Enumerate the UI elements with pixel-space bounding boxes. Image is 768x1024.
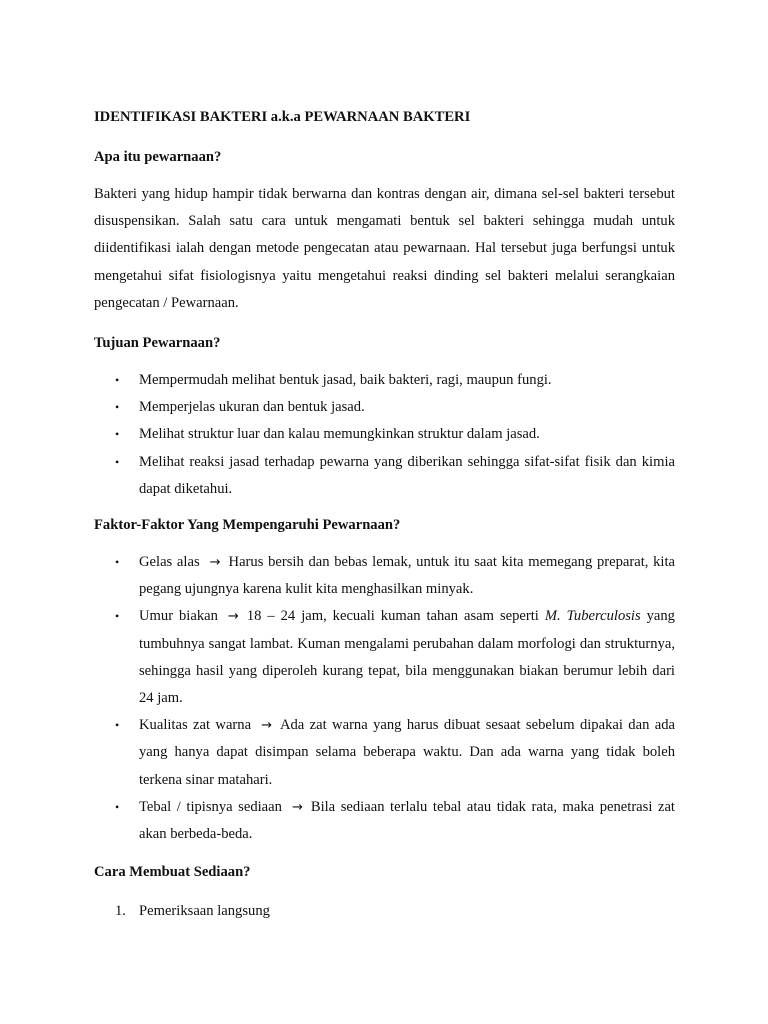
section-heading-cara-membuat-sediaan: Cara Membuat Sediaan? <box>94 864 251 881</box>
factor-description: Bila sediaan terlalu tebal atau tidak rata, maka penetrasi zat akan berbeda-beda. <box>139 798 675 843</box>
species-name: M. Tuberculosis <box>544 608 641 625</box>
list-item-text: Melihat reaksi jasad terhadap pewarna yang diberikan sehingga sifat-sifat fisik dan kimia dapat diketahui. <box>139 453 675 497</box>
bullet-icon: • <box>115 555 120 570</box>
list-item <box>94 394 675 421</box>
factor-description: Ada zat warna yang harus dibuat sesaat sebelum dipakai dan ada yang hanya dapat disimpan selama beberapa waktu. Dan ada warna yang tidak boleh terkena sinar matahari. <box>139 717 675 788</box>
bullet-icon: • <box>115 718 120 733</box>
arrow-right-icon: → <box>227 609 239 625</box>
factor-term: Gelas alas <box>139 554 200 571</box>
factor-description: 18 – 24 jam, kecuali kuman tahan asam seperti <box>246 608 545 625</box>
factor-term: Kualitas zat warna <box>139 717 252 734</box>
list-number: 1. <box>115 903 126 920</box>
bullet-icon: • <box>115 454 120 469</box>
list-item-text: Mempermudah melihat bentuk jasad, baik bakteri, ragi, maupun fungi. <box>139 372 552 389</box>
bullet-icon: • <box>115 799 120 814</box>
list-item <box>94 449 675 503</box>
factor-description-continued: yang tumbuhnya sangat lambat. Kuman mengalami perubahan dalam morfologi dan strukturnya, sehingga hasil yang diperoleh kurang tepat, bila menggunakan biakan berumur lebih dari 24 jam. <box>139 608 675 707</box>
section-heading-apa-itu-pewarnaan: Apa itu pewarnaan? <box>94 149 222 165</box>
list-item <box>94 794 675 848</box>
arrow-right-icon: → <box>209 555 221 571</box>
list-item-text: Melihat struktur luar dan kalau memungkinkan struktur dalam jasad. <box>139 426 540 443</box>
arrow-right-icon: → <box>261 718 272 734</box>
list-item <box>94 421 675 448</box>
list-item <box>94 549 675 603</box>
factor-description: Harus bersih dan bebas lemak, untuk itu saat kita memegang preparat, kita pegang ujungnya karena kulit kita menghasilkan minyak. <box>139 554 675 598</box>
bullet-icon: • <box>115 609 120 624</box>
intro-paragraph: Bakteri yang hidup hampir tidak berwarna dan kontras dengan air, dimana sel-sel bakteri tersebut disuspensikan. Salah satu cara untuk mengamati bentuk sel bakteri sehingga mudah untuk diidentifikasi ialah dengan metode pengecatan atau pewarnaan. Hal tersebut juga berfungsi untuk mengetahui sifat fisiologisnya yaitu mengetahui reaksi dinding sel bakteri melalui serangkaian pengecatan / Pewarnaan. <box>94 186 675 311</box>
bullet-icon: • <box>115 400 120 415</box>
faktor-list <box>94 549 675 848</box>
list-item <box>94 712 675 794</box>
arrow-right-icon: → <box>291 799 303 815</box>
sediaan-list <box>94 898 675 925</box>
document-title: IDENTIFIKASI BAKTERI a.k.a PEWARNAAN BAKTERI <box>94 109 471 125</box>
factor-term: Umur biakan <box>139 608 218 625</box>
bullet-icon: • <box>115 373 120 388</box>
list-item <box>94 898 675 925</box>
section-heading-faktor-faktor: Faktor-Faktor Yang Mempengaruhi Pewarnaan? <box>94 517 401 534</box>
list-item <box>94 603 675 712</box>
list-item-text: Memperjelas ukuran dan bentuk jasad. <box>139 399 365 416</box>
list-item <box>94 367 675 394</box>
tujuan-list <box>94 367 675 503</box>
section-heading-tujuan-pewarnaan: Tujuan Pewarnaan? <box>94 335 221 352</box>
bullet-icon: • <box>115 427 120 442</box>
factor-term: Tebal / tipisnya sediaan <box>139 798 282 815</box>
list-item-text: Pemeriksaan langsung <box>139 903 270 920</box>
document-content <box>94 107 675 925</box>
